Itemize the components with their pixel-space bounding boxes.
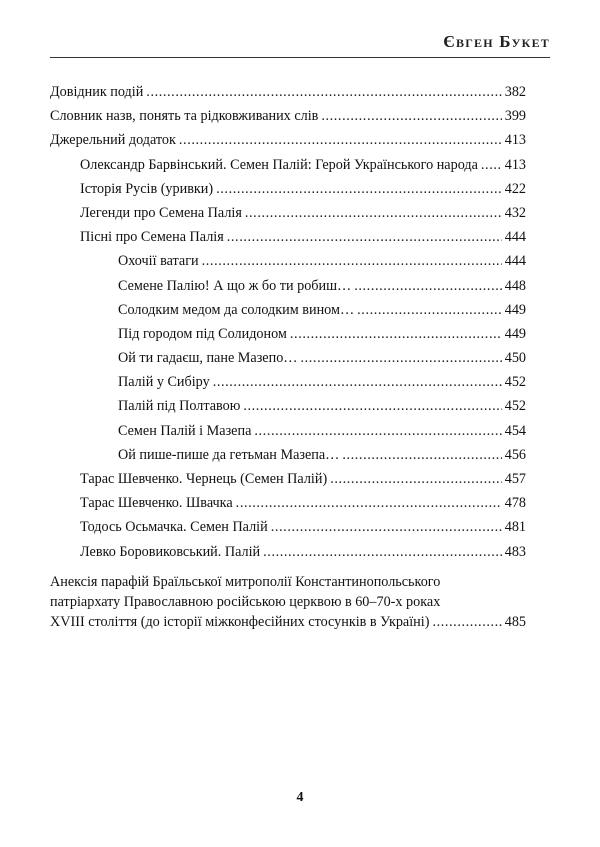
toc-entry-title: Тарас Шевченко. Чернець (Семен Палій) [80, 471, 328, 487]
toc-entry-title: Тарас Шевченко. Швачка [80, 495, 233, 512]
toc-entry-title: Левко Боровиковський. Палій [80, 543, 261, 560]
dot-leader [357, 302, 502, 319]
toc-entry-page: 444 [504, 253, 526, 270]
toc-entry[interactable] [50, 302, 526, 326]
toc-entry[interactable] [50, 544, 526, 568]
header-rule [50, 57, 550, 58]
toc-entry-title: Охочії ватаги [118, 253, 199, 270]
toc-entry-page: 444 [504, 229, 526, 246]
dot-leader [342, 447, 501, 464]
dot-leader [146, 84, 501, 101]
toc-entry-page: 485 [504, 613, 526, 630]
toc-entry-title: Історія Русів (уривки) [80, 180, 214, 197]
toc-entry[interactable] [50, 398, 526, 422]
toc-entry-title: Довідник подій [50, 84, 144, 100]
toc-entry-page: 481 [504, 519, 526, 536]
dot-leader [245, 205, 502, 222]
toc-entry[interactable] [50, 108, 526, 132]
toc-entry[interactable] [50, 157, 526, 181]
toc-entry-page: 413 [504, 132, 526, 149]
toc-entry-page: 382 [504, 84, 526, 100]
toc-entry[interactable] [50, 326, 526, 350]
toc-entry-title: Палій під Полтавою [118, 398, 241, 415]
toc-entry[interactable] [50, 350, 526, 374]
table-of-contents [50, 84, 526, 632]
toc-entry[interactable] [50, 84, 526, 108]
toc-entry[interactable] [50, 495, 526, 519]
dot-leader [354, 278, 501, 295]
toc-entry[interactable] [50, 181, 526, 205]
toc-entry-page: 457 [504, 471, 526, 487]
toc-entry[interactable] [50, 132, 526, 156]
dot-leader [263, 544, 502, 561]
dot-leader [243, 398, 501, 415]
toc-entry-page: 422 [504, 180, 526, 197]
running-header-title: Євген Букет [443, 32, 550, 51]
toc-entry[interactable] [50, 374, 526, 398]
toc-entry-page: 456 [504, 446, 526, 463]
toc-entry-title: Олександр Барвінський. Семен Палій: Герой Українського народа [80, 156, 478, 173]
dot-leader [216, 181, 502, 198]
dot-leader [290, 326, 502, 343]
dot-leader [227, 229, 502, 246]
toc-entry-title-line: Анексія парафій Браїльської митрополії Константинопольського [50, 573, 441, 590]
dot-leader [300, 350, 501, 367]
toc-entry-multiline[interactable] [50, 572, 526, 632]
toc-entry-page: 448 [504, 277, 526, 294]
toc-entry-title: Пісні про Семена Палія [80, 229, 224, 246]
toc-entry-title: Тодось Осьмачка. Семен Палій [80, 519, 268, 536]
toc-entry-title: Словник назв, понять та рідковживаних слів [50, 108, 319, 125]
toc-entry-title: Солодким медом да солодким вином… [118, 301, 355, 318]
toc-entry-page: 452 [504, 398, 526, 415]
toc-entry-title: Семене Палію! А що ж бо ти робиш… [118, 277, 352, 294]
dot-leader [481, 157, 502, 174]
toc-entry[interactable] [50, 447, 526, 471]
toc-entry-title: Ой ти гадаєш, пане Мазепо… [118, 350, 298, 367]
toc-entry-title: Джерельний додаток [50, 132, 176, 149]
toc-entry-page: 399 [504, 108, 526, 125]
toc-entry[interactable] [50, 519, 526, 543]
dot-leader [213, 374, 502, 391]
toc-entry[interactable] [50, 229, 526, 253]
toc-entry-page: 449 [504, 301, 526, 318]
toc-entry-page: 454 [504, 422, 526, 439]
toc-entry-title: Ой пише-пише да гетьман Мазепа… [118, 446, 340, 463]
toc-entry[interactable] [50, 423, 526, 447]
toc-entry-title: Під городом під Солидоном [118, 325, 287, 342]
page-number: 4 [296, 790, 304, 805]
dot-leader [330, 471, 502, 488]
toc-entry-last-line [50, 612, 526, 632]
toc-entry[interactable] [50, 205, 526, 229]
dot-leader [254, 423, 501, 440]
toc-entry-title: Семен Палій і Мазепа [118, 422, 252, 439]
toc-entry-page: 478 [504, 495, 526, 512]
toc-entry[interactable] [50, 278, 526, 302]
toc-entry-page: 449 [504, 325, 526, 342]
toc-entry-title: Палій у Сибіру [118, 374, 210, 391]
toc-entry-page: 432 [504, 204, 526, 221]
toc-entry-title-line: XVIII століття (до історії міжконфесійних стосунків в Україні) [50, 613, 430, 630]
dot-leader [321, 108, 501, 125]
toc-entry-page: 452 [504, 374, 526, 391]
toc-entry[interactable] [50, 471, 526, 495]
toc-entry-page: 450 [504, 350, 526, 367]
dot-leader [432, 612, 501, 632]
dot-leader [202, 253, 502, 270]
toc-entry-title: Легенди про Семена Палія [80, 204, 242, 221]
dot-leader [179, 132, 502, 149]
dot-leader [236, 495, 502, 512]
toc-entry-title-line: патріархату Православною російською церквою в 60–70-х роках [50, 593, 441, 610]
toc-entry-page: 483 [504, 543, 526, 560]
dot-leader [271, 519, 502, 536]
toc-entry[interactable] [50, 253, 526, 277]
toc-entry-page: 413 [504, 156, 526, 173]
